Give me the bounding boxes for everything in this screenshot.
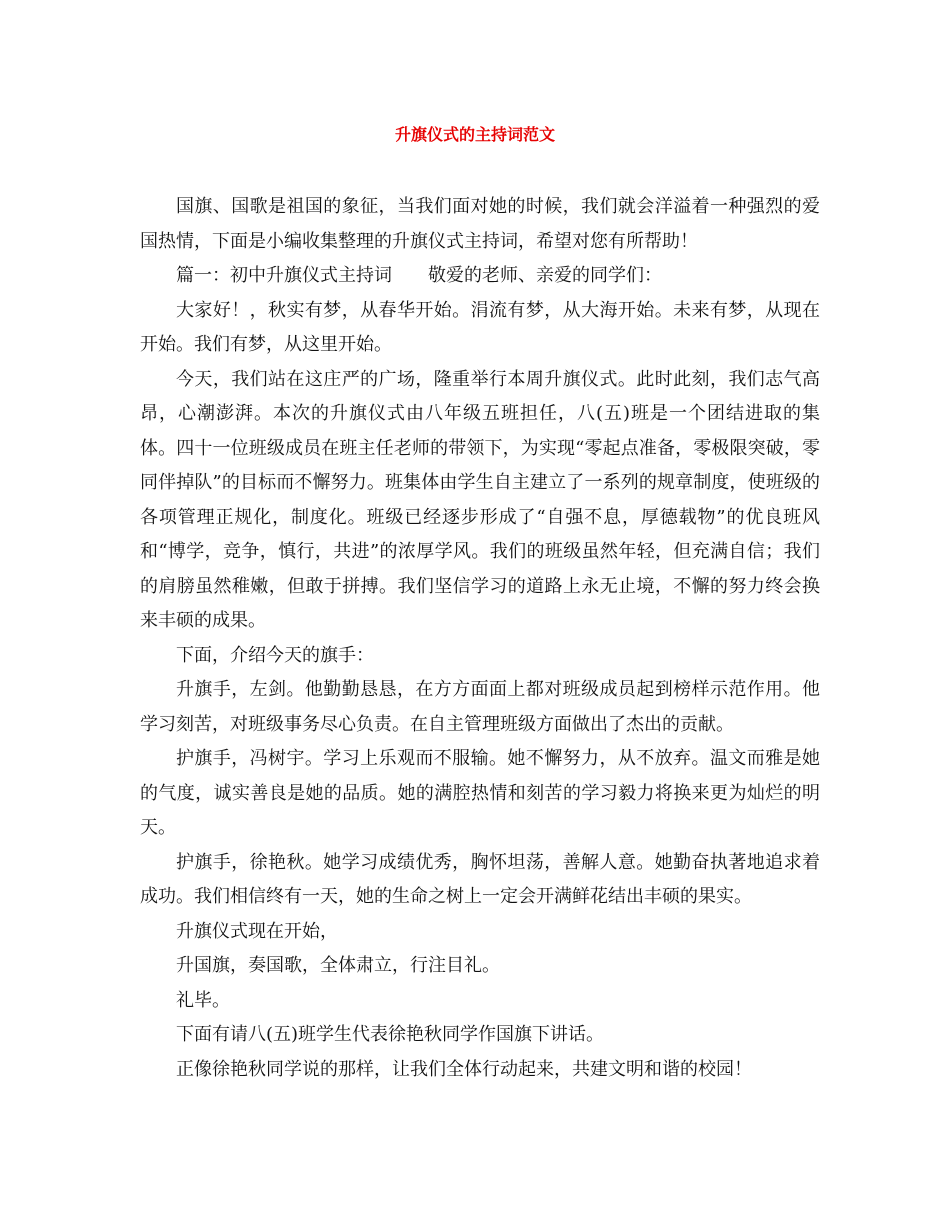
document-body [140, 190, 820, 1087]
paragraph-guard-1: 护旗手，冯树宇。学习上乐观而不服输。她不懈努力，从不放弃。温文而雅是她的气度，诚实善良是她的品质。她的满腔热情和刻苦的学习毅力将换来更为灿烂的明天。 [140, 748, 820, 838]
paragraph-introduction: 今天，我们站在这庄严的广场，隆重举行本周升旗仪式。此时此刻，我们志气高昂，心潮澎湃。本次的升旗仪式由八年级五班担任，八(五)班是一个团结进取的集体。四十一位班级成员在班主任老师的带领下，为实现“零起点准备，零极限突破，零同伴掉队”的目标而不懈努力。班集体由学生自主建立了一系列的规章制度，使班级的各项管理正规化，制度化。班级已经逐步形成了“自强不息，厚德载物”的优良班风和“博学，竞争，慎行，共进”的浓厚学风。我们的班级虽然年轻，但充满自信；我们的肩膀虽然稚嫩，但敢于拼搏。我们坚信学习的道路上永无止境，不懈的努力终会换来丰硕的成果。 [140, 368, 820, 631]
paragraph-ceremony-start: 升旗仪式现在开始， [176, 920, 338, 942]
paragraph-guard-2: 护旗手，徐艳秋。她学习成绩优秀，胸怀坦荡，善解人意。她勤奋执著地追求着成功。我们相信终有一天，她的生命之树上一定会开满鲜花结出丰硕的果实。 [140, 851, 820, 907]
paragraph-flag-bearers-intro: 下面，介绍今天的旗手： [176, 644, 374, 666]
paragraph-speech-invite: 下面有请八(五)班学生代表徐艳秋同学作国旗下讲话。 [176, 1024, 605, 1045]
paragraph-anthem: 升国旗，奏国歌，全体肃立，行注目礼。 [176, 955, 500, 976]
document-title: 升旗仪式的主持词范文 [394, 125, 555, 144]
section-heading-line [140, 259, 820, 294]
paragraph-greeting: 大家好！，秋实有梦，从春华开始。涓流有梦，从大海开始。未来有梦，从现在开始。我们有梦，从这里开始。 [140, 299, 820, 355]
paragraph-flag-raiser: 升旗手，左剑。他勤勤恳恳，在方方面面上都对班级成员起到榜样示范作用。他学习刻苦，对班级事务尽心负责。在自主管理班级方面做出了杰出的贡献。 [140, 679, 820, 735]
intro-paragraph: 国旗、国歌是祖国的象征，当我们面对她的时候，我们就会洋溢着一种强烈的爱国热情，下面是小编收集整理的升旗仪式主持词，希望对您有所帮助！ [140, 196, 820, 252]
greeting: 敬爱的老师、亲爱的同学们： [428, 265, 662, 286]
paragraph-closing: 正像徐艳秋同学说的那样，让我们全体行动起来，共建文明和谐的校园！ [176, 1058, 752, 1080]
section-heading: 篇一：初中升旗仪式主持词 [176, 265, 392, 286]
paragraph-salute-end: 礼毕。 [176, 989, 230, 1011]
